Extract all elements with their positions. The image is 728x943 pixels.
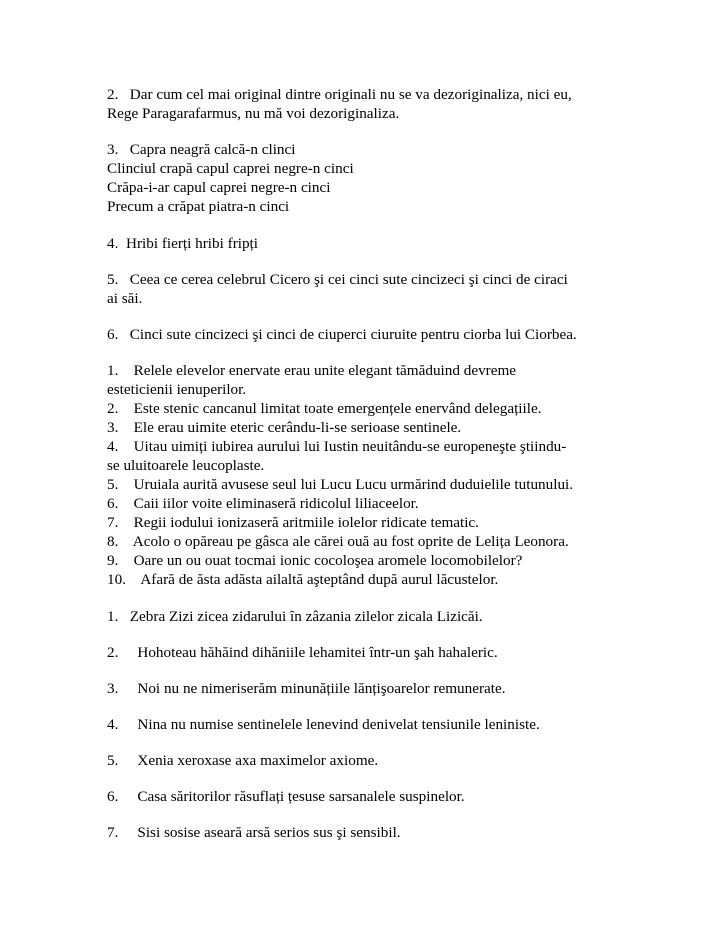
- paragraph-2-original: [107, 85, 572, 123]
- list-item: 5. Xenia xeroxase axa maximelor axiome.: [107, 752, 379, 769]
- text-line: 4. Hribi fierți hribi fripți: [107, 235, 258, 252]
- list-item: 8. Acolo o opăreau pe gâsca ale cărei ouă au fost oprite de Lelița Leonora.: [107, 533, 569, 550]
- list-item: 1. Zebra Zizi zicea zidarului în zâzania zilelor zicala Lizicăi.: [107, 608, 483, 625]
- text-line: Precum a crăpat piatra-n cinci: [107, 198, 290, 215]
- list-item: 2. Hohoteau hăhăind dihăniile lehamitei într-un şah hahaleric.: [107, 644, 498, 661]
- list-item: 7. Sisi sosise aseară arsă serios sus şi sensibil.: [107, 824, 401, 841]
- text-line: Rege Paragarafarmus, nu mă voi dezoriginaliza.: [107, 105, 400, 122]
- list-item: 6. Casa săritorilor răsuflați țesuse sarsanalele suspinelor.: [107, 788, 465, 805]
- list-item: 4. Nina nu numise sentinelele lenevind denivelat tensiunile leniniste.: [107, 716, 540, 733]
- list-item: 3. Ele erau uimite eteric cerându-li-se serioase sentinele.: [107, 419, 462, 436]
- list-item: se uluitoarele leucoplaste.: [107, 457, 265, 474]
- list-item: 10. Afară de ăsta adăsta ailaltă aşteptând după aurul lăcustelor.: [107, 571, 499, 588]
- list-item: esteticienii ienuperilor.: [107, 381, 247, 398]
- text-line: 6. Cinci sute cincizeci şi cinci de ciuperci ciuruite pentru ciorba lui Ciorbea.: [107, 326, 577, 343]
- consonant-item-5: [107, 751, 378, 770]
- paragraph-3-capra: [107, 140, 354, 216]
- list-item: 9. Oare un ou ouat tocmai ionic cocoloşea aromele locomobilelor?: [107, 552, 523, 569]
- numbered-list-vowels: [107, 361, 573, 589]
- text-line: Crăpa-i-ar capul caprei negre-n cinci: [107, 179, 331, 196]
- text-line: 3. Capra neagră calcă-n clinci: [107, 141, 296, 158]
- list-item: 2. Este stenic cancanul limitat toate emergențele enervând delegațiile.: [107, 400, 542, 417]
- list-item: 4. Uitau uimiți iubirea aurului lui Iustin neuitându-se europeneşte ştiindu-: [107, 438, 567, 455]
- paragraph-6-ciuperci: [107, 325, 577, 344]
- text-line: Clinciul crapă capul caprei negre-n cinci: [107, 160, 354, 177]
- paragraph-4-hribi: [107, 234, 258, 253]
- consonant-item-7: [107, 823, 401, 842]
- consonant-item-4: [107, 715, 540, 734]
- text-line: 2. Dar cum cel mai original dintre originali nu se va dezoriginaliza, nici eu,: [107, 86, 572, 103]
- list-item: 6. Caii iilor voite eliminaseră ridicolul liliaceelor.: [107, 495, 419, 512]
- consonant-item-6: [107, 787, 465, 806]
- list-item: 7. Regii iodului ionizaseră aritmiile iolelor ridicate tematic.: [107, 514, 479, 531]
- text-line: ai săi.: [107, 290, 143, 307]
- text-line: 5. Ceea ce cerea celebrul Cicero şi cei cinci sute cincizeci şi cinci de ciraci: [107, 271, 568, 288]
- consonant-item-2: [107, 643, 498, 662]
- list-item: 3. Noi nu ne nimeriserăm minunățiile lănțişoarelor remunerate.: [107, 680, 506, 697]
- consonant-item-1: [107, 607, 483, 626]
- list-item: 5. Uruiala aurită avusese seul lui Lucu Lucu urmărind duduielile tutunului.: [107, 476, 574, 493]
- list-item: 1. Relele elevelor enervate erau unite elegant tămăduind devreme: [107, 362, 517, 379]
- paragraph-5-cicero: [107, 270, 568, 308]
- consonant-item-3: [107, 679, 506, 698]
